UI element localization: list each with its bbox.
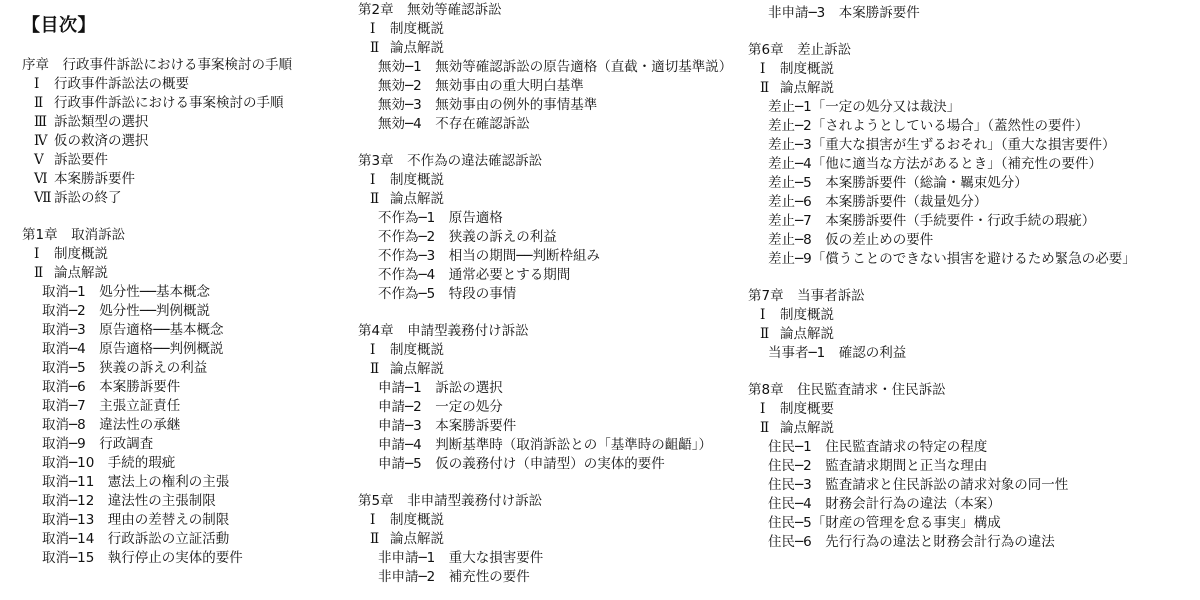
toc-section (748, 4, 1136, 23)
item-text: 訴訟要件 (54, 152, 108, 168)
toc-subitem: 無効─3 無効事由の例外的事情基準 (378, 97, 598, 113)
toc-item (22, 132, 292, 151)
toc-subitem: 取消─11 憲法上の権利の主張 (42, 474, 230, 490)
item-text: 訴訟の終了 (54, 190, 122, 206)
item-numeral: Ⅲ (34, 114, 48, 130)
toc-item (22, 113, 292, 132)
toc-subitem: 取消─15 執行停止の実体的要件 (42, 550, 243, 566)
toc-column-3 (748, 4, 1136, 552)
toc-subitem: 無効─1 無効等確認訴訟の原告適格（直截・適切基準説） (378, 59, 733, 75)
item-numeral: Ⅱ (760, 326, 770, 342)
item-numeral: Ⅰ (34, 76, 40, 92)
toc-section (22, 226, 292, 568)
item-text: 訴訟類型の選択 (54, 114, 149, 130)
item-text: 本案勝訴要件 (54, 171, 135, 187)
toc-subitem: 差止─2「されようとしている場合」（蓋然性の要件） (768, 118, 1089, 134)
toc-subitem: 取消─9 行政調査 (42, 436, 154, 452)
toc-item (748, 400, 1136, 419)
item-text: 論点解説 (780, 326, 834, 342)
toc-item (748, 60, 1136, 79)
item-text: 論点解説 (390, 40, 444, 56)
item-text: 制度概説 (390, 172, 444, 188)
toc-item (748, 419, 1136, 438)
item-text: 行政事件訴訟法の概要 (54, 76, 189, 92)
item-text: 仮の救済の選択 (54, 133, 149, 149)
toc-item (22, 151, 292, 170)
chapter-heading: 第2章 無効等確認訴訟 (358, 2, 502, 18)
toc-subitem: 非申請─1 重大な損害要件 (378, 550, 544, 566)
item-text: 論点解説 (780, 420, 834, 436)
item-text: 論点解説 (780, 80, 834, 96)
item-text: 制度概説 (390, 342, 444, 358)
toc-item (358, 190, 732, 209)
chapter-heading: 第7章 当事者訴訟 (748, 288, 865, 304)
toc-subitem: 申請─5 仮の義務付け（申請型）の実体的要件 (378, 456, 665, 472)
toc-column-2 (358, 1, 732, 587)
toc-subitem: 住民─1 住民監査請求の特定の程度 (768, 439, 988, 455)
toc-subitem: 差止─8 仮の差止めの要件 (768, 232, 934, 248)
toc-subitem: 取消─14 行政訴訟の立証活動 (42, 531, 230, 547)
toc-section (358, 492, 732, 587)
toc-subitem: 住民─5「財産の管理を怠る事実」構成 (768, 515, 1001, 531)
item-text: 論点解説 (390, 361, 444, 377)
item-numeral: Ⅰ (760, 307, 766, 323)
toc-subitem: 申請─2 一定の処分 (378, 399, 503, 415)
toc-item (358, 341, 732, 360)
chapter-heading: 第3章 不作為の違法確認訴訟 (358, 153, 543, 169)
toc-subitem: 不作為─4 通常必要とする期間 (378, 267, 571, 283)
toc-subitem: 不作為─2 狭義の訴えの利益 (378, 229, 557, 245)
toc-item (358, 39, 732, 58)
toc-section (748, 41, 1136, 269)
item-numeral: Ⅱ (370, 40, 380, 56)
item-numeral: Ⅱ (370, 531, 380, 547)
toc-item (358, 171, 732, 190)
toc-subitem: 取消─6 本案勝訴要件 (42, 379, 181, 395)
toc-subitem: 取消─10 手続的瑕疵 (42, 455, 176, 471)
toc-subitem: 取消─13 理由の差替えの制限 (42, 512, 230, 528)
item-numeral: Ⅱ (370, 361, 380, 377)
toc-subitem: 差止─3「重大な損害が生ずるおそれ」（重大な損害要件） (768, 137, 1116, 153)
toc-subitem: 住民─2 監査請求期間と正当な理由 (768, 458, 988, 474)
toc-item (22, 94, 292, 113)
chapter-heading: 第5章 非申請型義務付け訴訟 (358, 493, 543, 509)
toc-subitem: 差止─7 本案勝訴要件（手続要件・行政手続の瑕疵） (768, 213, 1096, 229)
toc-item (22, 170, 292, 189)
toc-subitem: 申請─1 訴訟の選択 (378, 380, 503, 396)
item-numeral: Ⅰ (370, 342, 376, 358)
item-numeral: Ⅱ (760, 420, 770, 436)
toc-subitem: 取消─3 原告適格──基本概念 (42, 322, 224, 338)
toc-item (748, 306, 1136, 325)
toc-section (358, 1, 732, 134)
item-text: 論点解説 (390, 191, 444, 207)
item-text: 制度概要 (780, 401, 834, 417)
toc-section (748, 287, 1136, 363)
toc-subitem: 当事者─1 確認の利益 (768, 345, 907, 361)
chapter-heading: 第8章 住民監査請求・住民訴訟 (748, 382, 946, 398)
toc-item (22, 264, 292, 283)
toc-subitem: 取消─4 原告適格──判例概説 (42, 341, 224, 357)
item-numeral: Ⅰ (370, 512, 376, 528)
item-text: 制度概説 (390, 512, 444, 528)
item-numeral: Ⅳ (34, 133, 48, 149)
item-numeral: Ⅴ (34, 152, 44, 168)
toc-item (748, 79, 1136, 98)
toc-subitem: 不作為─5 特段の事情 (378, 286, 517, 302)
toc-title: 【目次】 (22, 15, 96, 36)
toc-subitem: 申請─4 判断基準時（取消訴訟との「基準時の齟齬」） (378, 437, 712, 453)
item-text: 論点解説 (390, 531, 444, 547)
toc-subitem: 差止─4「他に適当な方法があるとき」（補充性の要件） (768, 156, 1102, 172)
item-numeral: Ⅱ (370, 191, 380, 207)
item-numeral: Ⅱ (34, 95, 44, 111)
chapter-heading: 序章 行政事件訴訟における事案検討の手順 (22, 57, 292, 73)
toc-section (358, 152, 732, 304)
toc-subitem: 差止─1「一定の処分又は裁決」 (768, 99, 961, 115)
toc-section (748, 381, 1136, 552)
item-numeral: Ⅰ (370, 172, 376, 188)
toc-section (22, 56, 292, 208)
item-text: 論点解説 (54, 265, 108, 281)
toc-subitem: 無効─2 無効事由の重大明白基準 (378, 78, 584, 94)
toc-item (22, 245, 292, 264)
item-numeral: Ⅱ (34, 265, 44, 281)
item-numeral: Ⅱ (760, 80, 770, 96)
toc-item (748, 325, 1136, 344)
item-text: 制度概説 (780, 61, 834, 77)
toc-subitem: 差止─6 本案勝訴要件（裁量処分） (768, 194, 988, 210)
toc-subitem: 取消─12 違法性の主張制限 (42, 493, 216, 509)
toc-subitem: 無効─4 不存在確認訴訟 (378, 116, 530, 132)
toc-item (358, 360, 732, 379)
toc-subitem: 差止─5 本案勝訴要件（総論・羈束処分） (768, 175, 1028, 191)
toc-item (22, 75, 292, 94)
toc-subitem: 非申請─3 本案勝訴要件 (768, 5, 920, 21)
toc-item (358, 20, 732, 39)
toc-subitem: 取消─8 違法性の承継 (42, 417, 181, 433)
item-text: 行政事件訴訟における事案検討の手順 (54, 95, 284, 111)
item-numeral: Ⅰ (34, 246, 40, 262)
item-numeral: Ⅶ (34, 190, 52, 206)
toc-subitem: 差止─9「償うことのできない損害を避けるため緊急の必要」 (768, 251, 1136, 267)
toc-subitem: 住民─6 先行行為の違法と財務会計行為の違法 (768, 534, 1055, 550)
toc-subitem: 不作為─3 相当の期間──判断枠組み (378, 248, 600, 264)
toc-subitem: 住民─4 財務会計行為の違法（本案） (768, 496, 1001, 512)
toc-column-1 (22, 56, 292, 568)
toc-item (358, 511, 732, 530)
toc-item (358, 530, 732, 549)
item-numeral: Ⅰ (760, 61, 766, 77)
chapter-heading: 第6章 差止訴訟 (748, 42, 852, 58)
item-numeral: Ⅰ (760, 401, 766, 417)
toc-subitem: 非申請─2 補充性の要件 (378, 569, 530, 585)
toc-item (22, 189, 292, 208)
toc-subitem: 申請─3 本案勝訴要件 (378, 418, 517, 434)
toc-section (358, 322, 732, 474)
toc-subitem: 取消─2 処分性──判例概説 (42, 303, 210, 319)
item-numeral: Ⅵ (34, 171, 48, 187)
chapter-heading: 第1章 取消訴訟 (22, 227, 126, 243)
toc-subitem: 取消─5 狭義の訴えの利益 (42, 360, 208, 376)
toc-subitem: 住民─3 監査請求と住民訴訟の請求対象の同一性 (768, 477, 1069, 493)
toc-subitem: 取消─7 主張立証責任 (42, 398, 181, 414)
toc-subitem: 取消─1 処分性──基本概念 (42, 284, 210, 300)
toc-subitem: 不作為─1 原告適格 (378, 210, 503, 226)
chapter-heading: 第4章 申請型義務付け訴訟 (358, 323, 529, 339)
item-text: 制度概説 (390, 21, 444, 37)
item-text: 制度概説 (54, 246, 108, 262)
item-text: 制度概説 (780, 307, 834, 323)
item-numeral: Ⅰ (370, 21, 376, 37)
